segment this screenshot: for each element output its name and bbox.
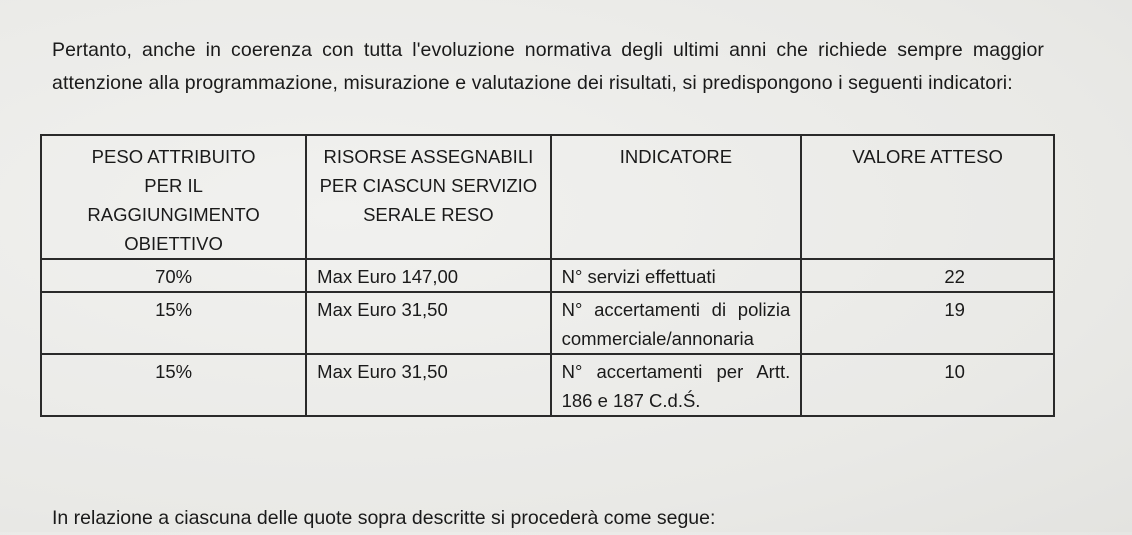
cell-peso: 15%	[41, 292, 306, 354]
table-row	[41, 259, 1054, 292]
table-header-row	[41, 135, 1054, 259]
header-valore-atteso: VALORE ATTESO	[801, 135, 1054, 259]
header-indicatore: INDICATORE	[551, 135, 802, 259]
intro-paragraph: Pertanto, anche in coerenza con tutta l'evoluzione normativa degli ultimi anni che richiede sempre maggior attenzione alla programmazione, misurazione e valutazione dei risultati, si predispongono i seguenti indicatori:	[52, 38, 1044, 94]
cell-valore: 19	[801, 292, 1054, 354]
cell-risorse: Max Euro 31,50	[306, 354, 550, 416]
indicators-table	[40, 134, 1055, 417]
header-risorse: RISORSE ASSEGNABILI PER CIASCUN SERVIZIO SERALE RESO	[306, 135, 550, 259]
cell-indicatore: N° servizi effettuati	[551, 259, 802, 292]
table-row	[41, 354, 1054, 416]
cell-risorse: Max Euro 147,00	[306, 259, 550, 292]
cell-peso: 70%	[41, 259, 306, 292]
closing-paragraph: In relazione a ciascuna delle quote sopra descritte si procederà come segue:	[52, 506, 716, 529]
cell-valore: 22	[801, 259, 1054, 292]
cell-indicatore: N° accertamenti per Artt. 186 e 187 C.d.Ś.	[551, 354, 802, 416]
cell-valore: 10	[801, 354, 1054, 416]
cell-peso: 15%	[41, 354, 306, 416]
cell-risorse: Max Euro 31,50	[306, 292, 550, 354]
table-row	[41, 292, 1054, 354]
header-peso: PESO ATTRIBUITO PER IL RAGGIUNGIMENTO OBIETTIVO	[41, 135, 306, 259]
cell-indicatore: N° accertamenti di polizia commerciale/annonaria	[551, 292, 802, 354]
